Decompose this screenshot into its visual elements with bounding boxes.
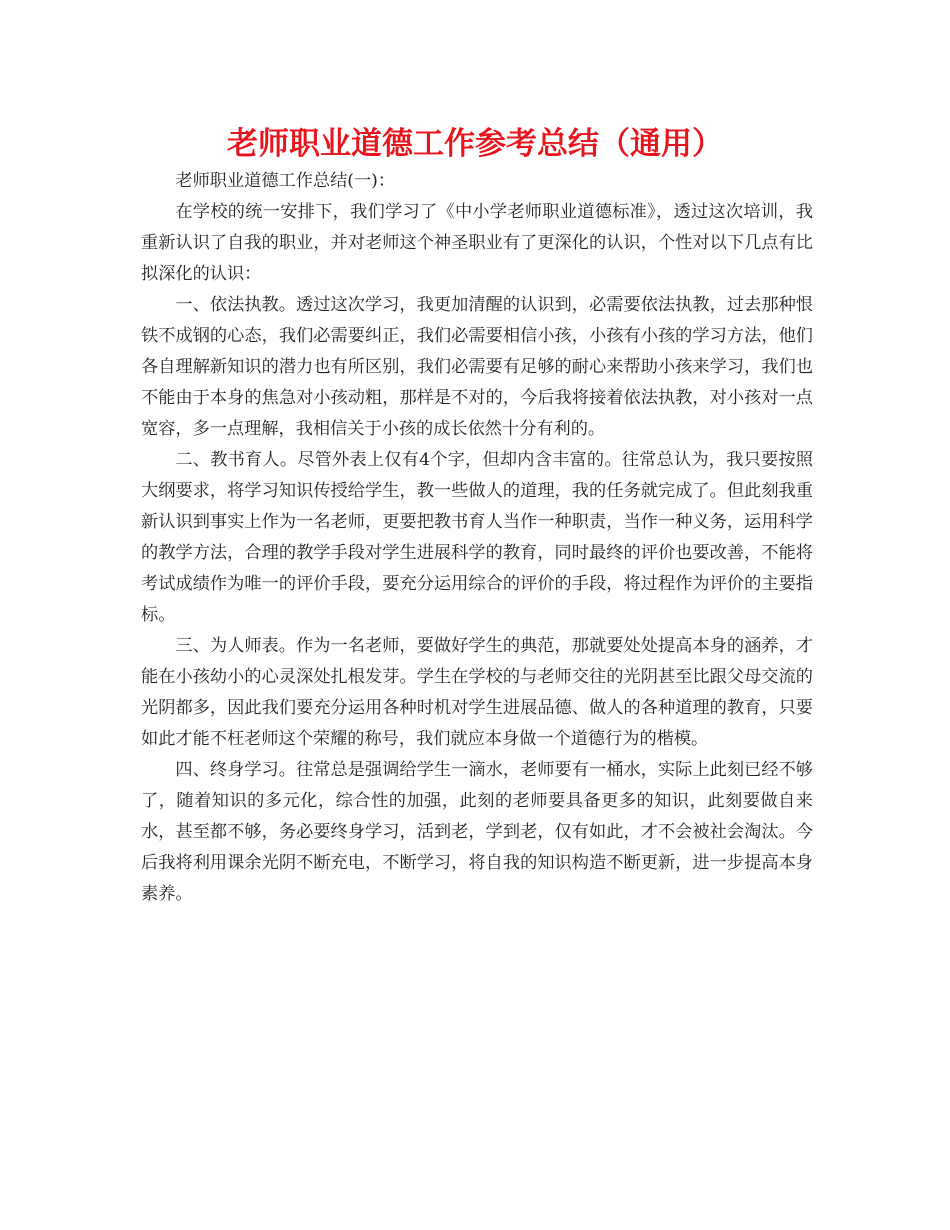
document-body <box>141 166 813 910</box>
paragraph-section-3: 三、为人师表。作为一名老师，要做好学生的典范，那就要处处提高本身的涵养，才能在小孩幼小的心灵深处扎根发芽。学生在学校的与老师交往的光阴甚至比跟父母交流的光阴都多，因此我们要充分运用各种时机对学生进展品德、做人的各种道理的教育，只要如此才能不枉老师这个荣耀的称号，我们就应本身做一个道德行为的楷模。 <box>141 636 813 749</box>
paragraph-section-1: 一、依法执教。透过这次学习，我更加清醒的认识到，必需要依法执教，过去那种恨铁不成钢的心态，我们必需要纠正，我们必需要相信小孩，小孩有小孩的学习方法，他们各自理解新知识的潜力也有所区别，我们必需要有足够的耐心来帮助小孩来学习，我们也不能由于本身的焦急对小孩动粗，那样是不对的，今后我将接着依法执教，对小孩对一点宽容，多一点理解，我相信关于小孩的成长依然十分有利的。 <box>141 295 813 439</box>
paragraph-intro: 在学校的统一安排下，我们学习了《中小学老师职业道德标准》，透过这次培训，我重新认识了自我的职业，并对老师这个神圣职业有了更深化的认识，个性对以下几点有比拟深化的认识： <box>141 202 813 284</box>
paragraph-section-4: 四、终身学习。往常总是强调给学生一滴水，老师要有一桶水，实际上此刻已经不够了，随着知识的多元化，综合性的加强，此刻的老师要具备更多的知识，此刻要做自来水，甚至都不够，务必要终身学习，活到老，学到老，仅有如此，才不会被社会淘汰。今后我将利用课余光阴不断充电，不断学习，将自我的知识构造不断更新，进一步提高本身素养。 <box>141 760 813 904</box>
paragraph-section-2: 二、教书育人。尽管外表上仅有4个字，但却内含丰富的。往常总认为，我只要按照大纲要求，将学习知识传授给学生，教一些做人的道理，我的任务就完成了。但此刻我重新认识到事实上作为一名老师，更要把教书育人当作一种职责，当作一种义务，运用科学的教学方法，合理的教学手段对学生进展科学的教育，同时最终的评价也要改善，不能将考试成绩作为唯一的评价手段，要充分运用综合的评价的手段，将过程作为评价的主要指标。 <box>141 450 813 625</box>
document-subtitle: 老师职业道德工作总结(一)： <box>175 171 396 191</box>
document-title: 老师职业道德工作参考总结（通用） <box>227 126 723 162</box>
